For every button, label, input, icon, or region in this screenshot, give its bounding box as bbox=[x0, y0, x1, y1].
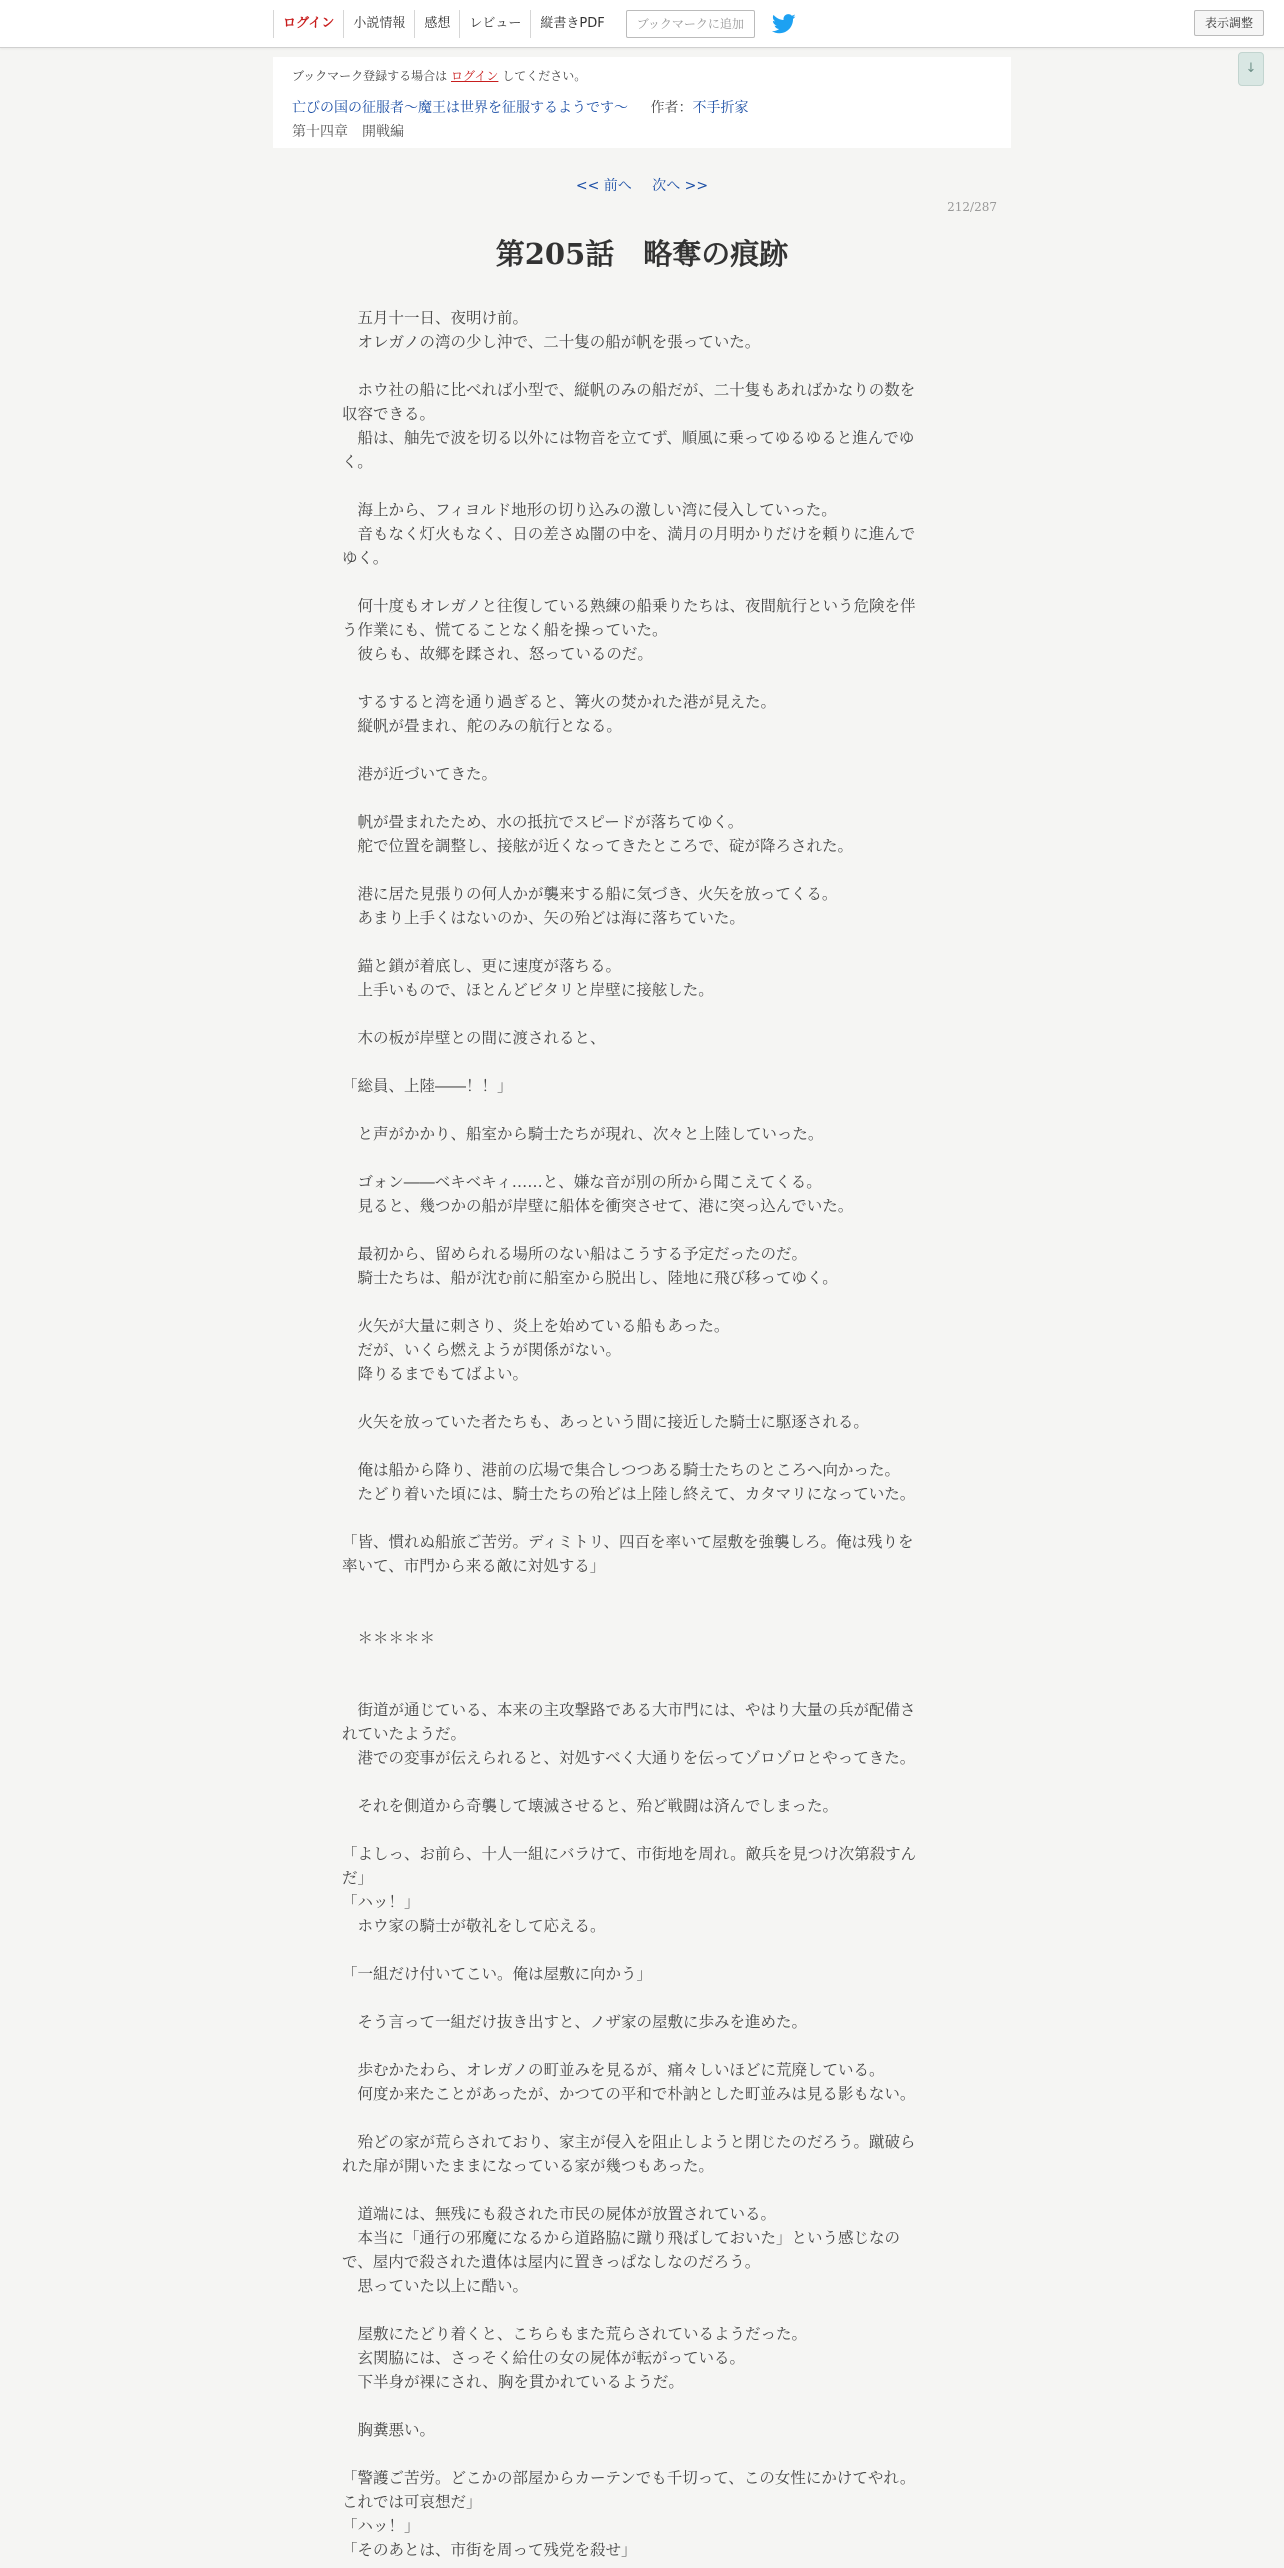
body-line: 収容できる。 bbox=[342, 405, 436, 423]
body-line: 騎士たちは、船が沈む前に船室から脱出し、陸地に飛び移ってゆく。 bbox=[342, 1269, 838, 1287]
next-episode-link[interactable]: 次へ >> bbox=[652, 178, 709, 194]
body-line: 帆が畳まれたため、水の抵抗でスピードが落ちてゆく。 bbox=[342, 813, 744, 831]
body-line: 「ハッ！」 bbox=[342, 2517, 420, 2535]
body-line: するすると湾を通り過ぎると、篝火の焚かれた港が見えた。 bbox=[342, 693, 777, 711]
body-line bbox=[342, 1290, 942, 1314]
body-line: 舵で位置を調整し、接舷が近くなってきたところで、碇が降ろされた。 bbox=[342, 837, 854, 855]
body-line: で、屋内で殺された遺体は屋内に置きっぱなしなのだろう。 bbox=[342, 2253, 761, 2271]
body-line: 下半身が裸にされ、胸を貫かれているようだ。 bbox=[342, 2373, 684, 2391]
body-line bbox=[342, 2298, 942, 2322]
body-line bbox=[342, 2394, 942, 2418]
body-line bbox=[342, 1146, 942, 1170]
novel-title-line bbox=[292, 96, 748, 120]
body-line: 本当に「通行の邪魔になるから道路脇に蹴り飛ばしておいた」という感じなの bbox=[342, 2229, 901, 2247]
body-line: 「そのあとは、市街を周って残党を殺せ」 bbox=[342, 2541, 637, 2559]
body-line bbox=[342, 2034, 942, 2058]
body-line bbox=[342, 570, 942, 594]
body-line: 上手いもので、ほとんどピタリと岸壁に接舷した。 bbox=[342, 981, 714, 999]
body-line bbox=[342, 1050, 942, 1074]
body-line bbox=[342, 1938, 942, 1962]
body-line bbox=[342, 1818, 942, 1842]
body-line bbox=[342, 1578, 942, 1602]
body-line: たどり着いた頃には、騎士たちの殆どは上陸し終えて、カタマリになっていた。 bbox=[342, 1485, 916, 1503]
body-line: 木の板が岸壁との間に渡されると、 bbox=[342, 1029, 606, 1047]
novel-info-box bbox=[273, 57, 1011, 148]
body-line: 見ると、幾つかの船が岸壁に船体を衝突させて、港に突っ込んでいた。 bbox=[342, 1197, 854, 1215]
body-line: ホウ家の騎士が敬礼をして応える。 bbox=[342, 1917, 606, 1935]
body-line: 街道が通じている、本来の主攻撃路である大市門には、やはり大量の兵が配備さ bbox=[342, 1701, 916, 1719]
page-count: 212/287 bbox=[947, 200, 997, 214]
body-line: 殆どの家が荒らされており、家主が侵入を阻止しようと閉じたのだろう。蹴破ら bbox=[342, 2133, 916, 2151]
body-line: 胸糞悪い。 bbox=[342, 2421, 436, 2439]
top-navigation-bar bbox=[0, 0, 1284, 48]
body-line: だ」 bbox=[342, 1869, 374, 1887]
body-line: 港が近づいてきた。 bbox=[342, 765, 498, 783]
notice-text-tail: してください。 bbox=[502, 69, 587, 83]
body-line: 船は、舳先で波を切る以外には物音を立てず、順風に乗ってゆるゆると進んでゆ bbox=[342, 429, 915, 447]
body-line: く。 bbox=[342, 453, 373, 471]
body-line: 火矢を放っていた者たちも、あっという間に接近した騎士に駆逐される。 bbox=[342, 1413, 869, 1431]
body-line bbox=[342, 1218, 942, 1242]
body-line bbox=[342, 1602, 942, 1626]
review-link[interactable]: レビュー bbox=[459, 10, 530, 38]
body-line bbox=[342, 2106, 942, 2130]
body-line bbox=[342, 738, 942, 762]
body-line: 「皆、慣れぬ船旅ご苦労。ディミトリ、四百を率いて屋敷を強襲しろ。俺は残りを bbox=[342, 1533, 914, 1551]
body-line: だが、いくら燃えようが関係がない。 bbox=[342, 1341, 622, 1359]
bookmark-notice bbox=[292, 63, 586, 89]
body-line bbox=[342, 2442, 942, 2466]
body-line: 縦帆が畳まれ、舵のみの航行となる。 bbox=[342, 717, 622, 735]
body-line: ＊＊＊＊＊ bbox=[342, 1629, 436, 1647]
body-line: 彼らも、故郷を蹂され、怒っているのだ。 bbox=[342, 645, 653, 663]
body-line: 思っていた以上に酷い。 bbox=[342, 2277, 529, 2295]
chapter-title: 第十四章 開戦編 bbox=[292, 124, 404, 140]
body-line bbox=[342, 786, 942, 810]
episode-title: 第205話 略奪の痕跡 bbox=[495, 237, 789, 271]
body-line: あまり上手くはないのか、矢の殆どは海に落ちていた。 bbox=[342, 909, 745, 927]
display-settings-button[interactable]: 表示調整 bbox=[1194, 10, 1264, 36]
author-label: 作者： bbox=[650, 100, 693, 116]
body-line: 道端には、無残にも殺された市民の屍体が放置されている。 bbox=[342, 2205, 777, 2223]
body-line bbox=[342, 1674, 942, 1698]
body-line: う作業にも、慌てることなく船を操っていた。 bbox=[342, 621, 668, 639]
impressions-link[interactable]: 感想 bbox=[414, 10, 459, 38]
body-line bbox=[342, 1434, 942, 1458]
body-line: 錨と鎖が着底し、更に速度が落ちる。 bbox=[342, 957, 622, 975]
body-line: ホウ社の船に比べれば小型で、縦帆のみの船だが、二十隻もあればかなりの数を bbox=[342, 381, 916, 399]
body-line: 「警護ご苦労。どこかの部屋からカーテンでも千切って、この女性にかけてやれ。 bbox=[342, 2469, 916, 2487]
body-line: 何十度もオレガノと往復している熟練の船乗りたちは、夜間航行という危険を伴 bbox=[342, 597, 916, 615]
body-line: オレガノの湾の少し沖で、二十隻の船が帆を張っていた。 bbox=[342, 333, 761, 351]
body-line: 俺は船から降り、港前の広場で集合しつつある騎士たちのところへ向かった。 bbox=[342, 1461, 901, 1479]
body-line: 何度か来たことがあったが、かつての平和で朴訥とした町並みは見る影もない。 bbox=[342, 2085, 916, 2103]
body-line: そう言って一組だけ抜き出すと、ノザ家の屋敷に歩みを進めた。 bbox=[342, 2013, 808, 2031]
body-line: 「一組だけ付いてこい。俺は屋敷に向かう」 bbox=[342, 1965, 653, 1983]
body-line: 歩むかたわら、オレガノの町並みを見るが、痛々しいほどに荒廃している。 bbox=[342, 2061, 885, 2079]
body-line bbox=[342, 2178, 942, 2202]
add-bookmark-button[interactable]: ブックマークに追加 bbox=[626, 10, 755, 38]
body-line: 五月十一日、夜明け前。 bbox=[342, 309, 529, 327]
prev-episode-link[interactable]: << 前へ bbox=[575, 178, 632, 194]
body-line: 玄関脇には、さっそく給仕の女の屍体が転がっている。 bbox=[342, 2349, 746, 2367]
body-line: 海上から、フィヨルド地形の切り込みの激しい湾に侵入していった。 bbox=[342, 501, 837, 519]
body-line: 火矢が大量に刺さり、炎上を始めている船もあった。 bbox=[342, 1317, 730, 1335]
body-line bbox=[342, 930, 942, 954]
body-line: ゴォン――ベキベキィ……と、嫌な音が別の所から聞こえてくる。 bbox=[342, 1173, 822, 1191]
body-line: これでは可哀想だ」 bbox=[342, 2493, 482, 2511]
body-line: 音もなく灯火もなく、日の差さぬ闇の中を、満月の月明かりだけを頼りに進んで bbox=[342, 525, 916, 543]
body-line bbox=[342, 474, 942, 498]
notice-login-link[interactable]: ログイン bbox=[451, 69, 499, 83]
body-line: 港での変事が伝えられると、対処すべく大通りを伝ってゾロゾロとやってきた。 bbox=[342, 1749, 916, 1767]
body-line bbox=[342, 1386, 942, 1410]
main-nav bbox=[273, 9, 797, 39]
body-line: と声がかかり、船室から騎士たちが現れ、次々と上陸していった。 bbox=[342, 1125, 824, 1143]
notice-text: ブックマーク登録する場合は bbox=[292, 69, 448, 83]
body-line bbox=[342, 1506, 942, 1530]
body-line bbox=[342, 1002, 942, 1026]
body-line: 最初から、留められる場所のない船はこうする予定だったのだ。 bbox=[342, 1245, 808, 1263]
body-line bbox=[342, 1986, 942, 2010]
body-line: 率いて、市門から来る敵に対処する」 bbox=[342, 1557, 606, 1575]
body-line: 「よしっ、お前ら、十人一組にバラけて、市街地を周れ。敵兵を見つけ次第殺すん bbox=[342, 1845, 917, 1863]
twitter-icon[interactable] bbox=[771, 12, 797, 36]
body-line: れた扉が開いたままになっている家が幾つもあった。 bbox=[342, 2157, 714, 2175]
body-line: ゆく。 bbox=[342, 549, 389, 567]
author-link[interactable]: 不手折家 bbox=[692, 100, 749, 116]
body-line bbox=[342, 858, 942, 882]
body-line: それを側道から奇襲して壊滅させると、殆ど戦闘は済んでしまった。 bbox=[342, 1797, 839, 1815]
episode-pager bbox=[0, 175, 1284, 197]
body-line: 「ハッ！」 bbox=[342, 1893, 420, 1911]
body-line bbox=[342, 1650, 942, 1674]
body-line: れていたようだ。 bbox=[342, 1725, 467, 1743]
episode-body bbox=[342, 306, 942, 2562]
body-line: 屋敷にたどり着くと、こちらもまた荒らされているようだった。 bbox=[342, 2325, 808, 2343]
vertical-pdf-link[interactable]: 縦書きPDF bbox=[530, 10, 613, 38]
body-line bbox=[342, 1098, 942, 1122]
body-line bbox=[342, 666, 942, 690]
body-line bbox=[342, 1770, 942, 1794]
body-line: 「総員、上陸――！！」 bbox=[342, 1077, 513, 1095]
novel-info-link[interactable]: 小説情報 bbox=[343, 10, 414, 38]
body-line bbox=[342, 354, 942, 378]
login-link[interactable]: ログイン bbox=[273, 10, 343, 38]
body-line: 港に居た見張りの何人かが襲来する船に気づき、火矢を放ってくる。 bbox=[342, 885, 838, 903]
body-line: 降りるまでもてばよい。 bbox=[342, 1365, 529, 1383]
novel-title-link[interactable]: 亡びの国の征服者～魔王は世界を征服するようです～ bbox=[292, 100, 628, 116]
scroll-down-button[interactable]: ↓ bbox=[1238, 52, 1264, 86]
